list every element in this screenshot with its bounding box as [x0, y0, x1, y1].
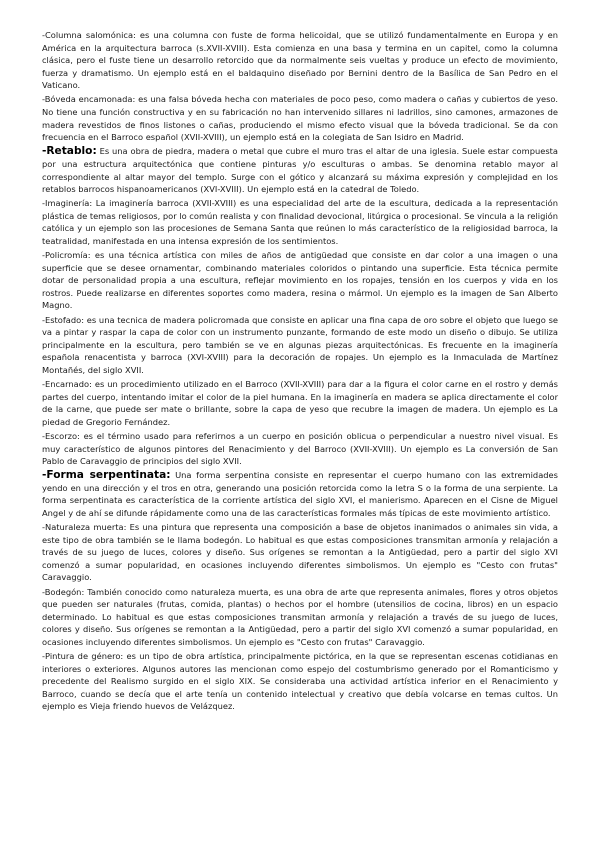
entry-text: es una columna con fuste de forma helicoidal, que se utilizó fundamentalmente en Europa y en América en la arquitectura barroca (s.XVII-XVIII). Esta comienza en una basa y termina en un capitel, como la columna clásica, pero el fuste tiene un desarrollo retorcido que da normalmente seis vueltas y produce un efecto de movimiento, fuerza y dramatismo. Un ejemplo está en el baldaquino diseñado por Bernini dentro de la Basílica de San Pedro en el Vaticano. [42, 30, 558, 91]
entry-text: es un tipo de obra artística, principalmente pictórica, en la que se representan escenas cotidianas en interiores o exteriores. Algunos autores las mencionan como espejo del costumbrismo generado por el Romanticismo y precedente del Realismo surgido en el siglo XIX. Se consideraba una actividad artística inferior en el Renacimiento y Barroco, cuando se decía que el arte tenía un contenido intelectual y creativo que debía volcarse en temas cultos. Un ejemplo es Vieja friendo huevos de Velázquez. [42, 651, 558, 712]
entry-imagineria [42, 197, 558, 247]
entry-term: -Naturaleza muerta: [42, 522, 127, 533]
entry-text: es un procedimiento utilizado en el Barroco (XVII-XVIII) para dar a la figura el color carne en el rostro y demás partes del cuerpo, intentando imitar el color de la piel humana. En la imaginería en madera se aplica directamente el color de la carne, que puede ser mate o brillante, sobre la capa de yeso que recubre la imagen de madera. Un ejemplo es La piedad de Gregorio Fernández. [42, 379, 558, 427]
entry-term: -Bóveda encamonada: [42, 94, 136, 105]
entry-pintura-de-genero [42, 650, 558, 713]
entry-encarnado [42, 378, 558, 428]
entry-text: es una tecnica de madera policromada que consiste en aplicar una fina capa de oro sobre el objeto que luego se va a pintar y raspar la capa de color con un instrumento punzante, formando de este modo un diseño o dibujo. Se utiliza principalmente en la escultura, pero también se ve en algunas piezas arquitectónicas. Es frecuente en la imaginería española renacentista y barroca (XVI-XVIII) para la decoración de ropajes. Un ejemplo es la Inmaculada de Martínez Montañés, del siglo XVII. [42, 314, 558, 375]
entry-term: -Forma serpentinata: [42, 469, 171, 482]
entry-text: es una técnica artística con miles de años de antigüedad que consiste en dar color a una imagen o una superficie que se desee ornamentar, combinando materiales coloridos o pintando una superficie. Esta técnica permite dotar de personalidad propia a una escultura, reflejar movimiento en los ropajes, tensión en los cuerpos y vida en los rostros. Puede realizarse en diferentes soportes como madera, resina o mármol. Un ejemplo es la imagen de San Alberto Magno. [42, 250, 558, 311]
entry-bodegon [42, 586, 558, 649]
entry-term: -Encarnado: [42, 379, 92, 390]
entry-term: -Escorzo: [42, 430, 80, 441]
entry-text: es el término usado para referirnos a un cuerpo en posición oblicua o perpendicular a nuestro nivel visual. Es muy característico de algunos pintores del Renacimiento y del Barroco (XVII-XVIII). Un ejemplo es La conversión de San Pablo de Caravaggio de principios del siglo XVII. [42, 430, 558, 467]
entry-term: -Policromía: [42, 250, 91, 261]
entry-term: -Pintura de género: [42, 651, 124, 661]
entry-term: -Retablo: [42, 145, 97, 158]
entry-term: -Imaginería: [42, 198, 93, 209]
entry-text: También conocido como naturaleza muerta, es una obra de arte que representa animales, flores y otros objetos que pueden ser naturales (frutas, comida, plantas) o hechos por el hombre (utensilios de cocina, libros) en un espacio determinado. Lo habitual es que estas composiciones transmitan armonía y relajación a través de su juego de luces, colores y diseño. Sus orígenes se remontan a la Antigüedad, pero a partir del siglo XVI comenzó a sumar popularidad, en ocasiones incluyendo diferentes simbolismos. Un ejemplo es "Cesto con frutas" Caravaggio. [42, 586, 558, 647]
entry-text: Es una obra de piedra, madera o metal que cubre el muro tras el altar de una iglesia. Suele estar compuesta por una estructura arquitectónica que contiene pinturas y/o esculturas o ambas. Se denomina retablo mayor al correspondiente al altar mayor del templo. Surge con el gótico y alcanzará su máxima expresión y complejidad en los retablos barrocos hispanoamericanos (XVI-XVIII). Un ejemplo está en la catedral de Toledo. [42, 146, 558, 195]
entry-boveda-encamonada [42, 93, 558, 143]
entry-policromia [42, 249, 558, 312]
entry-naturaleza-muerta [42, 521, 558, 584]
entry-retablo [42, 145, 558, 195]
entry-text: Una forma serpentina consiste en representar el cuerpo humano con las extremidades yendo en una dirección y el tros en otra, generando una posición retorcida como la letra S o la forma de una serpiente. La forma serpentinata es característica de la corriente artística del siglo XVI, el manierismo. Aparecen en el Cisne de Miguel Angel y de ahí se difunde rápidamente como una de las características formales más típicas de este movimiento artístico. [42, 470, 558, 518]
entry-columna-salomonica [42, 29, 558, 92]
entry-forma-serpentinata [42, 469, 558, 519]
entry-text: La imaginería barroca (XVII-XVIII) es una especialidad del arte de la escultura, dedicada a la representación plástica de temas religiosos, por lo común realista y con finalidad devocional, litúrgica o procesional. Se vincula a la religión católica y un ejemplo son las procesiones de Semana Santa que reúnen lo más característico de la religiosidad barroca, la teatralidad, manifestada en una intensa expresión de los sentimientos. [42, 198, 558, 246]
entry-term: -Bodegón: [42, 586, 85, 597]
entry-text: Es una pintura que representa una composición a base de objetos inanimados o animales sin vida, a este tipo de obra también se le llama bodegón. Lo habitual es que estas composiciones transmitan armonía y relajación a través de su juego de luces, colores y diseño. Sus orígenes se remontan a la Antigüedad, pero a partir del siglo XVI comenzó a sumar popularidad, en ocasiones incluyendo diferentes simbolismos. Un ejemplo es "Cesto con frutas" Caravaggio. [42, 522, 558, 583]
entry-term: -Columna salomónica: [42, 30, 136, 40]
entry-estofado [42, 314, 558, 377]
entry-escorzo [42, 430, 558, 468]
glossary-page [42, 29, 558, 714]
entry-text: es una falsa bóveda hecha con materiales de poco peso, como madera o cañas y cubiertos de yeso. No tiene una función constructiva y en su fabricación no han intervenido sillares ni ladrillos, sino camones, armazones de madera revestidos de finos listones o cañas, produciendo el mismo efecto visual que la bóveda tradicional. Se da con frecuencia en el Barroco español (XVII-XVIII), un ejemplo está en la colegiata de San Isidro en Madrid. [42, 94, 558, 143]
entry-term: -Estofado: [42, 314, 85, 325]
